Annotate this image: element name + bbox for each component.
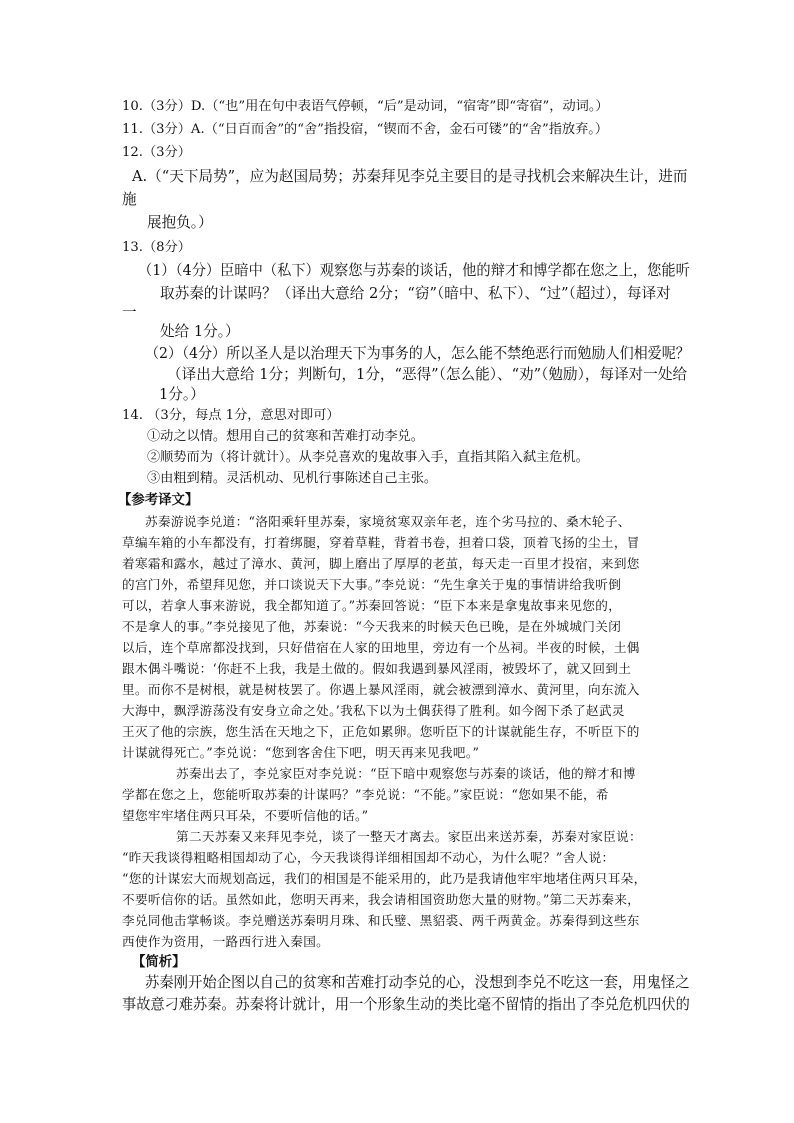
analysis-line: 事故意刁难苏秦。苏秦将计就计，用一个形象生动的类比毫不留情的指出了李兑危机四伏的 [122, 996, 690, 1013]
translation-line: 苏秦游说李兑道：“洛阳乘轩里苏秦，家境贫寒双亲年老，连个劣马拉的、桑木轮子、 [145, 514, 631, 529]
answer-13-1-line-2: 取苏秦的计谋吗？（译出大意给 2分；“窃”（暗中、私下）、“过”（超过），每译对 [160, 285, 671, 302]
translation-line: 王灭了他的宗族，您生活在天地之下，正危如累卵。您听臣下的计谋就能生存，不听臣下的 [122, 724, 640, 739]
answer-13-2-line-2: （译出大意给 1分；判断句，1分，“恶得”（怎么能）、“劝”（勉励），每译对一处给 [167, 366, 688, 383]
translation-line: “昨天我谈得粗略相国却动了心，今天我谈得详细相国却不动心，为什么呢？”舍人说： [122, 850, 615, 865]
translation-line: 西使作为资用，一路西行进入秦国。 [122, 934, 330, 949]
analysis-line: 苏秦刚开始企图以自己的贫寒和苦难打动李兑的心，没想到李兑不吃这一套，用鬼怪之 [145, 974, 690, 991]
answer-10: 10.（3分）D.（“也”用在句中表语气停顿，“后”是动词，“宿寄”即“寄宿”，动词。） [122, 99, 609, 114]
translation-line: 苏秦出去了，李兑家臣对李兑说：“臣下暗中观察您与苏秦的谈话，他的辩才和博 [176, 766, 636, 781]
answer-13-1-line-3: 处给 1分。） [160, 323, 240, 340]
translation-line: 跟木偶斗嘴说：‘你赶不上我，我是土做的。假如我遇到暴风淫雨，被毁坏了，就又回到土 [122, 661, 632, 676]
translation-heading: 【参考译文】 [118, 492, 199, 508]
answer-13-1-line-1: （1）（4分）臣暗中（私下）观察您与苏秦的谈话，他的辩才和博学都在您之上，您能听 [138, 262, 690, 279]
answer-12-heading: 12.（3分） [122, 145, 191, 160]
translation-line: 望您牢牢堵住两只耳朵，不要听信他的话。” [122, 808, 369, 823]
answer-13-heading: 13.（8分） [122, 240, 191, 255]
answer-13-2-line-1: （2）（4分）所以圣人是以治理天下为事务的人，怎么能不禁绝恶行而勉励人们相爱呢？ [145, 345, 690, 362]
answer-14-point-3: ③由粗到精。灵活机动、见机行事陈述自己主张。 [147, 471, 438, 486]
translation-line: 学都在您之上，您能听取苏秦的计谋吗？”李兑说：“不能。”家臣说：“您如果不能，希 [122, 787, 609, 802]
translation-line: 草编车箱的小车都没有，打着绑腿，穿着草鞋，背着书卷，担着口袋，顶着飞扬的尘土，冒 [122, 535, 640, 550]
answer-11: 11.（3分）A.（“日百而舍”的“舍”指投宿，“锲而不舍，金石可镂”的“舍”指放弃。） [122, 122, 609, 137]
translation-line: 着寒霜和露水，越过了漳水、黄河，脚上磨出了厚厚的老茧，每天走一百里才投宿，来到您 [122, 556, 640, 571]
answer-13-1-dash: 一 [122, 304, 137, 321]
translation-line: 计谋就得死亡。”李兑说：“您到客舍住下吧，明天再来见我吧。” [122, 745, 480, 760]
translation-line: 以后，连个草席都没找到，只好借宿在人家的田地里，旁边有一个丛祠。半夜的时候，土偶 [122, 640, 640, 655]
answer-12-text-wrap: 施 [122, 191, 137, 208]
answer-12-text: A.（“天下局势”，应为赵国局势；苏秦拜见李兑主要目的是寻找机会来解决生计，进而 [132, 168, 688, 185]
translation-line: 可以，若拿人事来游说，我全都知道了。”苏秦回答说：“臣下本来是拿鬼故事来见您的， [122, 598, 622, 613]
analysis-heading: 【简析】 [132, 954, 186, 970]
translation-line: 李兑同他击掌畅谈。李兑赠送苏秦明月珠、和氏璧、黑貂裘、两千两黄金。苏秦得到这些东 [122, 913, 640, 928]
answer-14-point-1: ①动之以情。想用自己的贫寒和苦难打动李兑。 [147, 429, 424, 444]
translation-line: 里。而你不是树根，就是树枝罢了。你遇上暴风淫雨，就会被漂到漳水、黄河里，向东流入 [122, 682, 640, 697]
answer-12-text-end: 展抱负。） [147, 214, 213, 231]
answer-14-point-2: ②顺势而为（将计就计）。从李兑喜欢的鬼故事入手，直指其陷入弑主危机。 [147, 450, 589, 465]
answer-14-heading: 14. （3分，每点 1分，意思对即可） [122, 408, 340, 423]
translation-line: 大海中，飘浮游荡没有安身立命之处。’我私下以为土偶获得了胜利。如今阁下杀了赵武灵 [122, 703, 625, 718]
translation-line: 不要听信你的话。虽然如此，您明天再来，我会请相国资助您大量的财物。”第二天苏秦来， [122, 892, 641, 907]
answer-13-2-line-3: 1分。） [159, 386, 205, 403]
translation-line: 第二天苏秦又来拜见李兑，谈了一整天才离去。家臣出来送苏秦，苏秦对家臣说： [176, 829, 642, 844]
translation-line: “您的计谋宏大而规划高远，我们的相国是不能采用的，此乃是我请他牢牢地堵住两只耳朵， [122, 871, 647, 886]
translation-line: 的宫门外，希望拜见您，并口谈说天下大事。”李兑说：“先生拿关于鬼的事情讲给我听倒 [122, 577, 622, 592]
translation-line: 不是拿人的事。”李兑接见了他，苏秦说：“今天我来的时候天色已晚，是在外城城门关闭 [122, 619, 622, 634]
